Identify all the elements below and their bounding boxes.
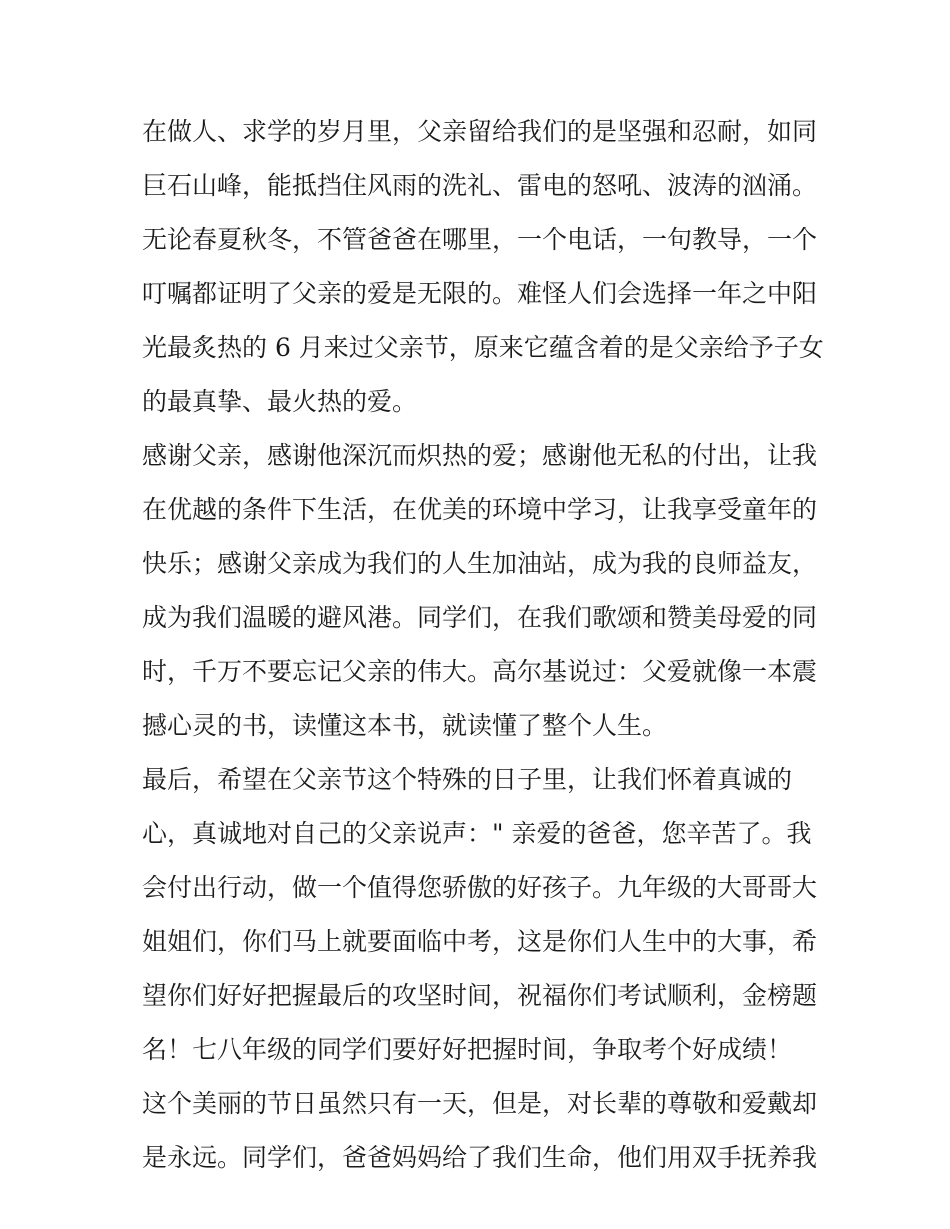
text-line: 会付出行动，做一个值得您骄傲的好孩子。九年级的大哥哥大 [142, 873, 818, 902]
text-line: 时，千万不要忘记父亲的伟大。高尔基说过：父爱就像一本震 [142, 657, 818, 686]
text-line: 姐姐们，你们马上就要面临中考，这是你们人生中的大事，希 [142, 927, 818, 956]
body-text [142, 105, 822, 1185]
text-line: 快乐；感谢父亲成为我们的人生加油站，成为我的良师益友， [142, 549, 818, 578]
text-line: 光最炙热的 6 月来过父亲节，原来它蕴含着的是父亲给予子女 [142, 333, 824, 362]
text-line: 在优越的条件下生活，在优美的环境中学习，让我享受童年的 [142, 495, 818, 524]
text-line: 感谢父亲，感谢他深沉而炽热的爱；感谢他无私的付出，让我 [142, 441, 818, 470]
text-line: 在做人、求学的岁月里，父亲留给我们的是坚强和忍耐，如同 [142, 117, 818, 146]
text-line: 是永远。同学们，爸爸妈妈给了我们生命，他们用双手抚养我 [142, 1143, 818, 1172]
text-line: 最后，希望在父亲节这个特殊的日子里，让我们怀着真诚的 [142, 765, 793, 794]
text-line: 的最真挚、最火热的爱。 [142, 387, 418, 416]
text-line: 撼心灵的书，读懂这本书，就读懂了整个人生。 [142, 711, 668, 740]
text-line: 这个美丽的节日虽然只有一天，但是，对长辈的尊敬和爱戴却 [142, 1089, 818, 1118]
text-line: 成为我们温暖的避风港。同学们，在我们歌颂和赞美母爱的同 [142, 603, 818, 632]
text-line: 无论春夏秋冬，不管爸爸在哪里，一个电话，一句教导，一个 [142, 225, 818, 254]
text-line: 心，真诚地对自己的父亲说声：" 亲爱的爸爸，您辛苦了。我 [142, 819, 812, 848]
text-line: 叮嘱都证明了父亲的爱是无限的。难怪人们会选择一年之中阳 [142, 279, 818, 308]
text-line: 巨石山峰，能抵挡住风雨的洗礼、雷电的怒吼、波涛的汹涌。 [142, 171, 818, 200]
text-line: 望你们好好把握最后的攻坚时间，祝福你们考试顺利，金榜题 [142, 981, 818, 1010]
text-line: 名！七八年级的同学们要好好把握时间，争取考个好成绩！ [142, 1035, 793, 1064]
